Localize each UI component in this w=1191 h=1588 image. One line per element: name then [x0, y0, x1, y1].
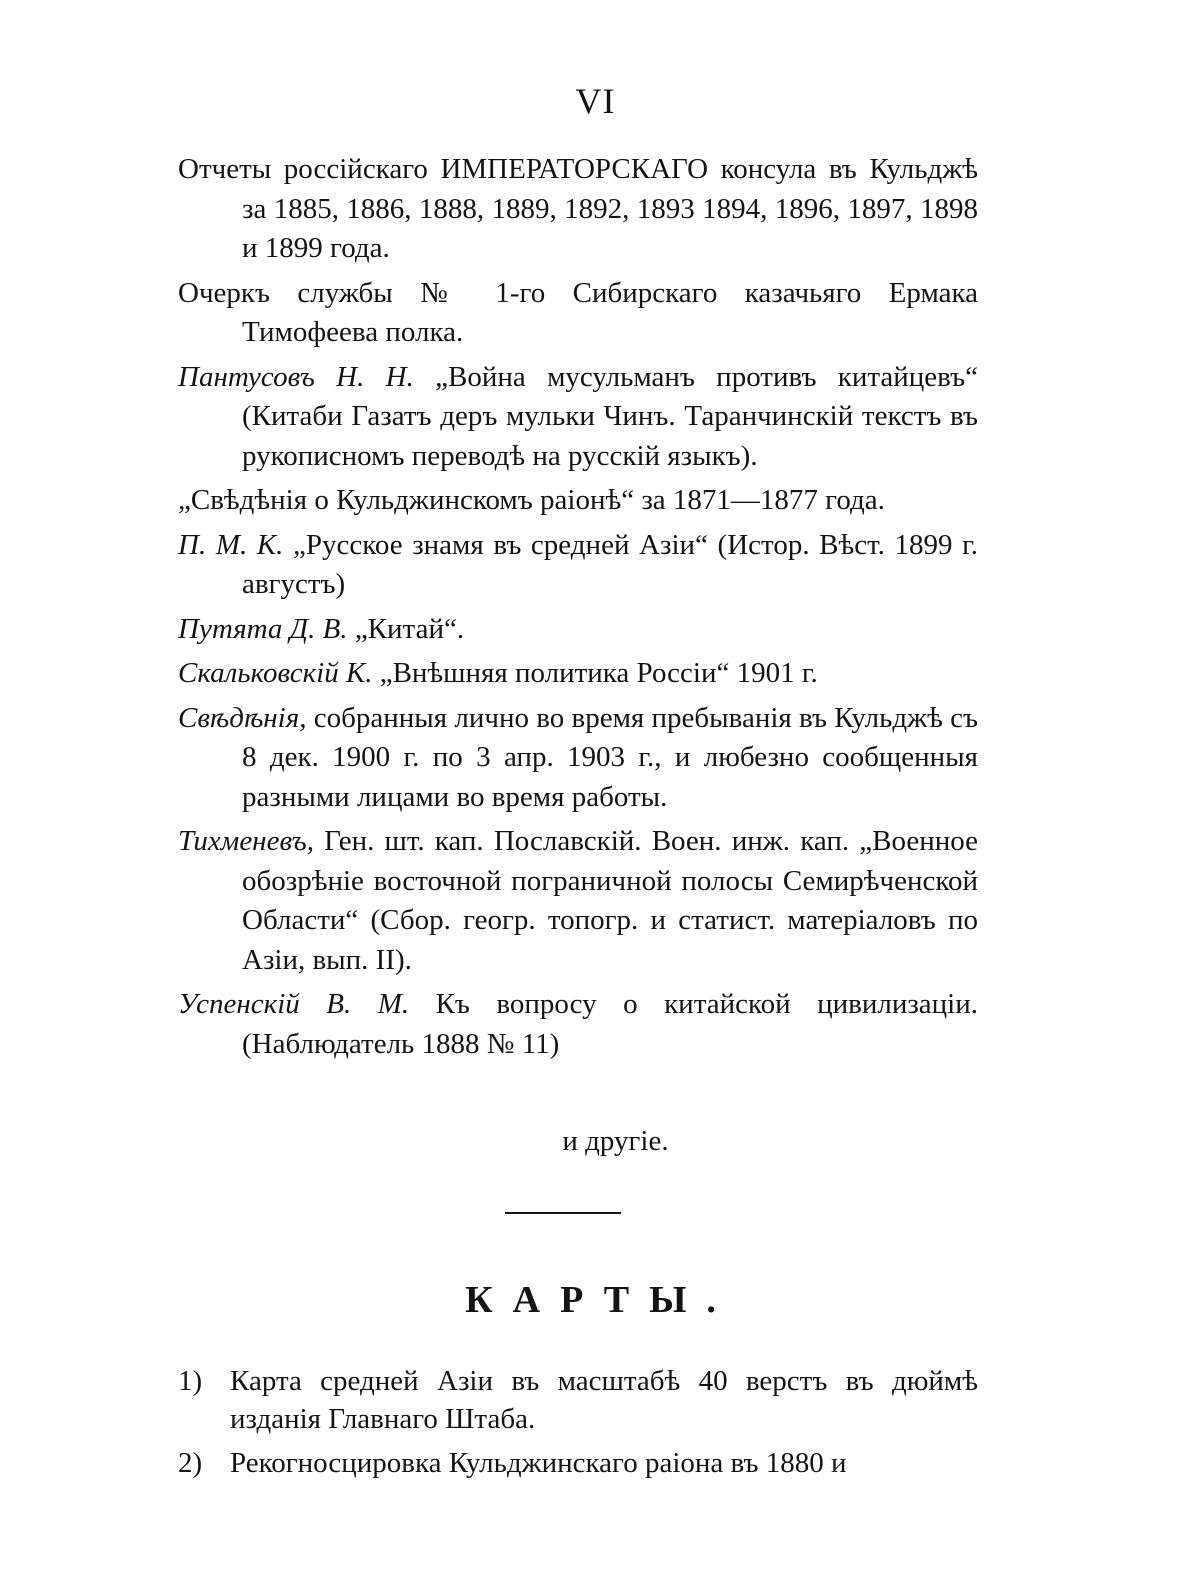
reference-item: [178, 822, 978, 980]
page-number: VI: [575, 81, 616, 121]
reference-text: „Война мусульманъ противъ китайцевъ“ (Китаби Газатъ деръ мульки Чинъ. Таранчинскій текстъ въ рукописномъ переводѣ на русскій языкъ).: [242, 360, 979, 472]
map-item: [178, 1444, 978, 1482]
reference-item: [178, 481, 978, 521]
maps-list: [178, 1362, 978, 1488]
reference-text: „Китай“.: [354, 612, 465, 645]
reference-author: Успенскій В. М.: [178, 988, 410, 1020]
reference-author: Пантусовъ Н. Н.: [178, 360, 414, 393]
reference-item: [178, 654, 978, 694]
maps-heading: КАРТЫ.: [465, 1279, 736, 1321]
section-divider: [505, 1212, 621, 1214]
reference-author: Путята Д. В.: [178, 612, 348, 645]
reference-text: „Русское знамя въ средней Азіи“ (Истор. Вѣст. 1899 г. августъ): [242, 528, 979, 600]
reference-item: [178, 150, 978, 269]
reference-text: „Свѣдѣнія о Кульджинскомъ раіонѣ“ за 1871—1877 года.: [178, 484, 885, 516]
reference-text: Отчеты россійскаго ИМПЕРАТОРСКАГО консула въ Кульджѣ за 1885, 1886, 1888, 1889, 1892, 1893 1894, 1896, 1897, 1898 и 1899 года.: [178, 153, 978, 264]
references-list: [178, 150, 978, 1069]
and-others-note: и другіе.: [562, 1125, 669, 1157]
reference-item: [178, 526, 978, 605]
reference-author: Тихменевъ,: [178, 825, 314, 857]
map-text: Рекогносцировка Кульджинскаго раіона въ 1880 и: [230, 1447, 847, 1479]
reference-item: [178, 610, 978, 650]
reference-item: [178, 358, 978, 477]
reference-author: Свѣдѣнія,: [178, 701, 307, 734]
map-item: [178, 1362, 978, 1438]
reference-author: П. М. К.: [178, 528, 284, 561]
map-text: Карта средней Азіи въ масштабѣ 40 верстъ въ дюймѣ изданія Главнаго Штаба.: [230, 1365, 978, 1435]
reference-item: [178, 985, 978, 1064]
reference-text: собранныя лично во время пребыванія въ Кульджѣ съ 8 дек. 1900 г. по 3 апр. 1903 г., и любезно сообщенныя разными лицами во время работы.: [242, 701, 979, 813]
reference-text: Очеркъ службы № 1-го Сибирскаго казачьяго Ермака Тимофеева полка.: [178, 276, 978, 348]
reference-author: Скальковскій К.: [178, 657, 373, 689]
reference-item: [178, 274, 978, 353]
map-number: 2): [178, 1447, 203, 1479]
reference-text: Ген. шт. кап. Пославскій. Воен. инж. кап. „Военное обозрѣніе восточной пограничной полосы Семирѣченской Области“ (Сбор. геогр. топогр. и статист. матеріаловъ по Азіи, вып. II).: [242, 825, 979, 976]
reference-item: [178, 699, 978, 818]
reference-text: „Внѣшняя политика Россіи“ 1901 г.: [379, 657, 818, 689]
map-number: 1): [178, 1365, 203, 1397]
reference-text: Къ вопросу о китайской цивилизаціи. (Наблюдатель 1888 № 11): [242, 988, 979, 1060]
